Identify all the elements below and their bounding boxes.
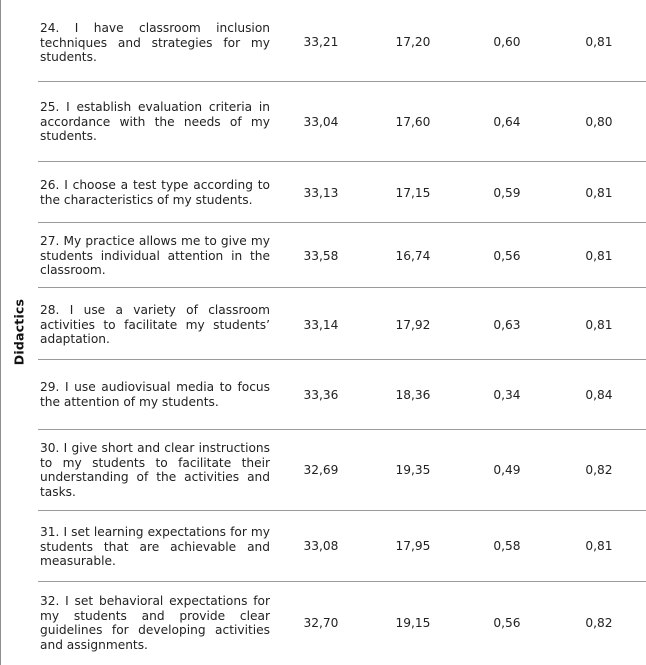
table-row (38, 511, 646, 582)
value-cell: 17,15 (395, 186, 431, 200)
value-cell: 0,82 (585, 463, 613, 477)
value-cell: 0,34 (493, 388, 521, 402)
value-cell: 0,60 (493, 35, 521, 49)
item-text: 32. I set behavioral expectations for my students and provide clear guidelines for developing activities and assignments. (40, 594, 270, 652)
table-row (38, 360, 646, 430)
table-row (38, 82, 646, 162)
value-cell: 33,04 (303, 115, 339, 129)
value-cell: 0,81 (585, 35, 613, 49)
value-cell: 0,49 (493, 463, 521, 477)
dimension-label: Didactics (11, 298, 27, 366)
value-cell: 0,80 (585, 115, 613, 129)
value-cell: 17,60 (395, 115, 431, 129)
table-row (38, 582, 646, 665)
value-cell: 0,58 (493, 539, 521, 553)
item-text: 27. My practice allows me to give my students individual attention in the classroom. (40, 234, 270, 277)
item-text: 28. I use a variety of classroom activities to facilitate my students’ adaptation. (40, 303, 270, 346)
item-text: 26. I choose a test type according to the characteristics of my students. (40, 178, 270, 207)
table-row (38, 162, 646, 223)
table-row (38, 0, 646, 82)
value-cell: 33,58 (303, 249, 339, 263)
table-row (38, 223, 646, 288)
value-cell: 33,21 (303, 35, 339, 49)
value-cell: 0,81 (585, 249, 613, 263)
value-cell: 32,70 (303, 616, 339, 630)
item-text: 31. I set learning expectations for my students that are achievable and measurable. (40, 525, 270, 568)
value-cell: 0,82 (585, 616, 613, 630)
value-cell: 33,14 (303, 318, 339, 332)
item-text: 29. I use audiovisual media to focus the attention of my students. (40, 380, 270, 409)
value-cell: 16,74 (395, 249, 431, 263)
table-row (38, 430, 646, 511)
value-cell: 19,35 (395, 463, 431, 477)
value-cell: 32,69 (303, 463, 339, 477)
value-cell: 33,36 (303, 388, 339, 402)
value-cell: 17,92 (395, 318, 431, 332)
value-cell: 0,63 (493, 318, 521, 332)
value-cell: 0,59 (493, 186, 521, 200)
value-cell: 33,13 (303, 186, 339, 200)
table-left-border (0, 0, 1, 665)
value-cell: 0,81 (585, 539, 613, 553)
value-cell: 0,56 (493, 616, 521, 630)
value-cell: 0,81 (585, 318, 613, 332)
value-cell: 0,84 (585, 388, 613, 402)
value-cell: 0,64 (493, 115, 521, 129)
value-cell: 17,20 (395, 35, 431, 49)
table-row (38, 288, 646, 360)
item-text: 24. I have classroom inclusion techniques and strategies for my students. (40, 21, 270, 64)
value-cell: 0,56 (493, 249, 521, 263)
value-cell: 33,08 (303, 539, 339, 553)
value-cell: 0,81 (585, 186, 613, 200)
value-cell: 19,15 (395, 616, 431, 630)
value-cell: 17,95 (395, 539, 431, 553)
item-text: 30. I give short and clear instructions to my students to facilitate their understanding of the activities and tasks. (40, 441, 270, 499)
item-text: 25. I establish evaluation criteria in accordance with the needs of my students. (40, 100, 270, 143)
value-cell: 18,36 (395, 388, 431, 402)
